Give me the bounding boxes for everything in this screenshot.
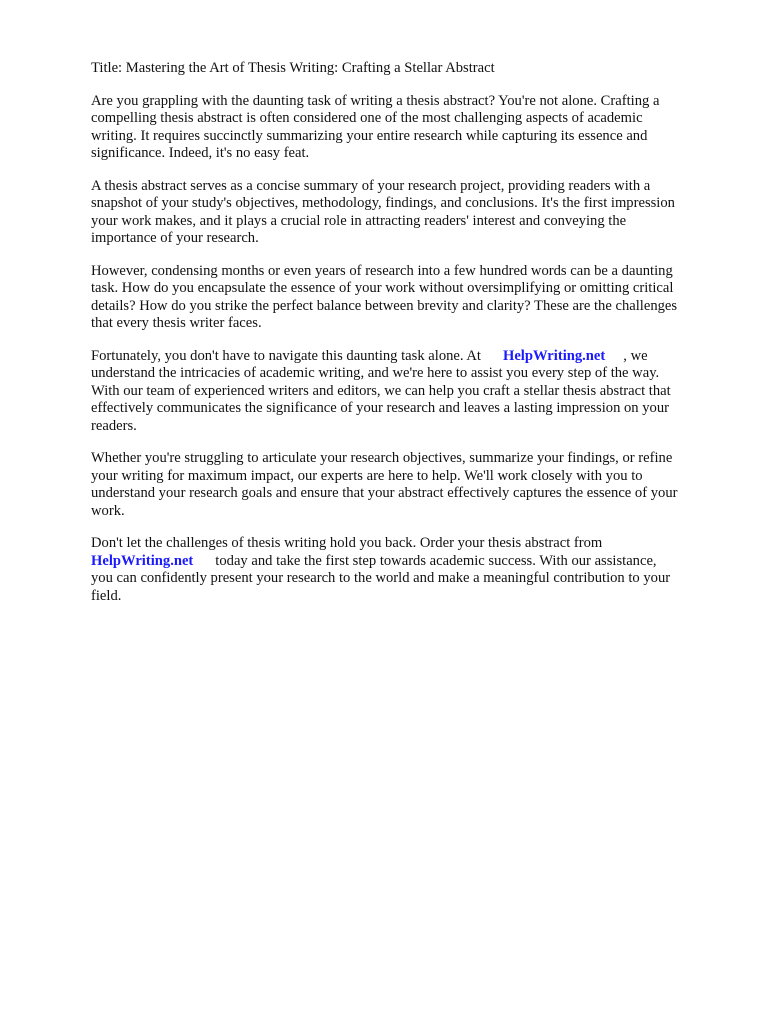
paragraph-line: Whether you're struggling to articulate your research objectives, summarize your findings, or refine bbox=[91, 450, 673, 466]
paragraph-line: work. bbox=[91, 502, 125, 519]
paragraph-line: snapshot of your study's objectives, methodology, findings, and conclusions. It's the first impression bbox=[91, 195, 675, 211]
paragraph-5 bbox=[91, 450, 718, 520]
paragraph-line: A thesis abstract serves as a concise summary of your research project, providing readers with a bbox=[91, 177, 651, 194]
paragraph-line: understand the intricacies of academic writing, and we're here to assist you every step of the way. bbox=[91, 365, 660, 381]
helpwriting-link[interactable]: HelpWriting.net bbox=[91, 552, 194, 569]
paragraph-line bbox=[91, 553, 718, 571]
paragraph-line: task. How do you encapsulate the essence of your work without oversimplifying or omitting critical bbox=[91, 280, 674, 296]
paragraph-line: compelling thesis abstract is often considered one of the most challenging aspects of academic bbox=[91, 110, 643, 126]
paragraph-line: With our team of experienced writers and editors, we can help you craft a stellar thesis abstract that bbox=[91, 382, 671, 399]
paragraph-line: writing. It requires succinctly summarizing your entire research while capturing its essence and bbox=[91, 127, 648, 144]
line-text: today and take the first step towards academic success. With our assistance, bbox=[215, 552, 657, 569]
paragraph-line: that every thesis writer faces. bbox=[91, 315, 262, 331]
paragraph-line: readers. bbox=[91, 417, 137, 434]
paragraph-2 bbox=[91, 178, 718, 248]
paragraph-line: importance of your research. bbox=[91, 230, 259, 246]
paragraph-line: you can confidently present your research to the world and make a meaningful contribution to your bbox=[91, 570, 671, 586]
paragraph-line: field. bbox=[91, 587, 122, 604]
paragraph-line: significance. Indeed, it's no easy feat. bbox=[91, 145, 310, 161]
paragraph-line: understand your research goals and ensure that your abstract effectively captures the essence of your bbox=[91, 485, 678, 501]
paragraph-line: Don't let the challenges of thesis writing hold you back. Order your thesis abstract from bbox=[91, 535, 603, 551]
paragraph-6 bbox=[91, 535, 718, 605]
helpwriting-link[interactable]: HelpWriting.net bbox=[502, 347, 606, 364]
paragraph-4 bbox=[91, 348, 718, 436]
paragraph-line: details? How do you strike the perfect balance between brevity and clarity? These are the challenges bbox=[91, 297, 678, 314]
paragraph-line: However, condensing months or even years of research into a few hundred words can be a daunting bbox=[91, 262, 673, 279]
line-text: , we bbox=[623, 347, 648, 364]
paragraph-line: effectively communicates the significance of your research and leaves a lasting impression on your bbox=[91, 400, 670, 416]
paragraph-line: your writing for maximum impact, our experts are here to help. We'll work closely with you to bbox=[91, 467, 643, 484]
paragraph-line: your work makes, and it plays a crucial role in attracting readers' interest and conveying the bbox=[91, 212, 627, 229]
paragraph-line: Are you grappling with the daunting task of writing a thesis abstract? You're not alone. Crafting a bbox=[91, 92, 660, 109]
document-title: Title: Mastering the Art of Thesis Writing: Crafting a Stellar Abstract bbox=[91, 60, 495, 76]
line-text: Fortunately, you don't have to navigate this daunting task alone. At bbox=[91, 347, 481, 364]
paragraph-1 bbox=[91, 93, 718, 163]
paragraph-line bbox=[91, 348, 718, 366]
paragraph-3 bbox=[91, 263, 718, 333]
